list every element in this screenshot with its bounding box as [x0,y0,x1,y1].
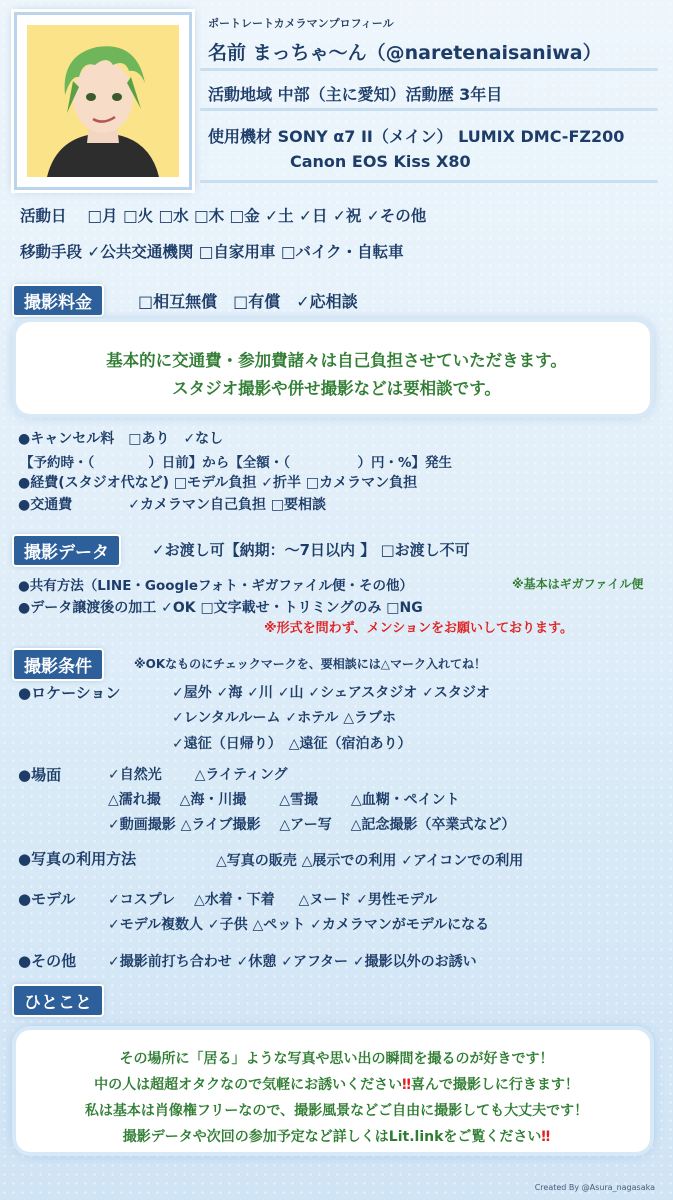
comment-line-3: 私は基本は肖像権フリーなので、撮影風景などご自由に撮影しても大丈夫です！ [84,1103,589,1119]
divider [200,180,658,183]
comment-line-1: その場所に「居る」ような写真や思い出の瞬間を撮るのが好きです！ [119,1051,554,1067]
location-label: ●ロケーション [18,684,121,702]
cancel-detail: 【予約時・（ ）日前】から【全額・（ ）円・%】発生 [20,455,453,471]
usage-row: △写真の販売 △展示での利用 ✓アイコンでの利用 [216,853,524,869]
share-note: ※基本はギガファイル便 [512,577,644,591]
conditions-note: ※OKなものにチェックマークを、要相談には△マーク入れてね！ [134,657,487,671]
exclamation-icon: ‼ [402,1077,411,1093]
travel-cost: ●交通費 ✓カメラマン自己負担 □要相談 [18,497,327,513]
comment-line-2a: 中の人は超超オタクなので気軽にお誘いください [94,1077,403,1093]
scene-row-1: ✓自然光 △ライティング [108,767,288,783]
transport-means: 移動手段 ✓公共交通機関 □自家用車 □バイク・自転車 [20,243,404,261]
model-row-2: ✓モデル複数人 ✓子供 △ペット ✓カメラマンがモデルになる [108,917,490,933]
fee-options: □相互無償 □有償 ✓応相談 [138,292,358,311]
name-line: 名前 まっちゃ～ん（@naretenaisaniwa） [208,42,602,64]
data-label: 撮影データ [14,536,119,565]
other-row: ✓撮影前打ち合わせ ✓休憩 ✓アフター ✓撮影以外のお誘い [108,954,477,970]
credit: Created By @Asura_nagasaka [534,1183,655,1192]
scene-row-3: ✓動画撮影 △ライブ撮影 △アー写 △記念撮影（卒業式など） [108,817,516,833]
comment-line-2b: 喜んで撮影しに行きます！ [410,1077,579,1093]
scene-row-2: △濡れ撮 △海・川撮 △雪撮 △血糊・ペイント [108,792,460,808]
avatar-frame [14,12,192,190]
cancel-fee: ●キャンセル料 □あり ✓なし [18,431,224,447]
location-row-1: ✓屋外 ✓海 ✓川 ✓山 ✓シェアスタジオ ✓スタジオ [172,685,490,701]
usage-label: ●写真の利用方法 [18,850,137,868]
other-label: ●その他 [18,952,77,970]
expense-line: ●経費(スタジオ代など) □モデル負担 ✓折半 □カメラマン負担 [18,475,418,491]
fee-note-1: 基本的に交通費・参加費諸々は自己負担させていただきます。 [106,351,567,370]
fee-label: 撮影料金 [14,286,102,315]
edit-note: ※形式を問わず、メンションをお願いしております。 [264,621,573,636]
share-method: ●共有方法（LINE・Googleフォト・ギガファイル便・その他） [18,578,414,594]
avatar-illustration [27,25,179,177]
avatar [27,25,179,177]
comment-label: ひとこと [14,986,102,1015]
model-label: ●モデル [18,890,76,908]
comment-line-4 [0,1126,673,1146]
scene-label: ●場面 [18,766,62,784]
gear-line-2: Canon EOS Kiss X80 [290,152,471,171]
fee-note-2: スタジオ撮影や併せ撮影などは要相談です。 [172,379,501,398]
location-row-2: ✓レンタルルーム ✓ホテル △ラブホ [172,710,397,726]
model-row-1: ✓コスプレ △水着・下着 △ヌード ✓男性モデル [108,892,438,908]
comment-line-2 [0,1074,673,1094]
divider [200,68,658,71]
comment-line-4a: 撮影データや次回の参加予定など詳しくはLit.linkをご覧ください [122,1129,542,1145]
activity-days: 活動日 □月 □火 □水 □木 □金 ✓土 ✓日 ✓祝 ✓その他 [20,207,427,225]
profile-title: ポートレートカメラマンプロフィール [208,17,394,30]
conditions-label: 撮影条件 [14,650,102,679]
gear-line: 使用機材 SONY α7 II（メイン） LUMIX DMC-FZ200 [208,127,625,146]
exclamation-icon: ‼ [541,1129,551,1145]
delivery-line: ✓お渡し可【納期：～7日以内 】 □お渡し不可 [152,541,470,559]
area-line: 活動地域 中部（主に愛知）活動歴 3年目 [208,85,503,104]
edit-line: ●データ譲渡後の加工 ✓OK □文字載せ・トリミングのみ □NG [18,600,423,616]
divider [200,108,658,111]
location-row-3: ✓遠征（日帰り） △遠征（宿泊あり） [172,736,412,752]
